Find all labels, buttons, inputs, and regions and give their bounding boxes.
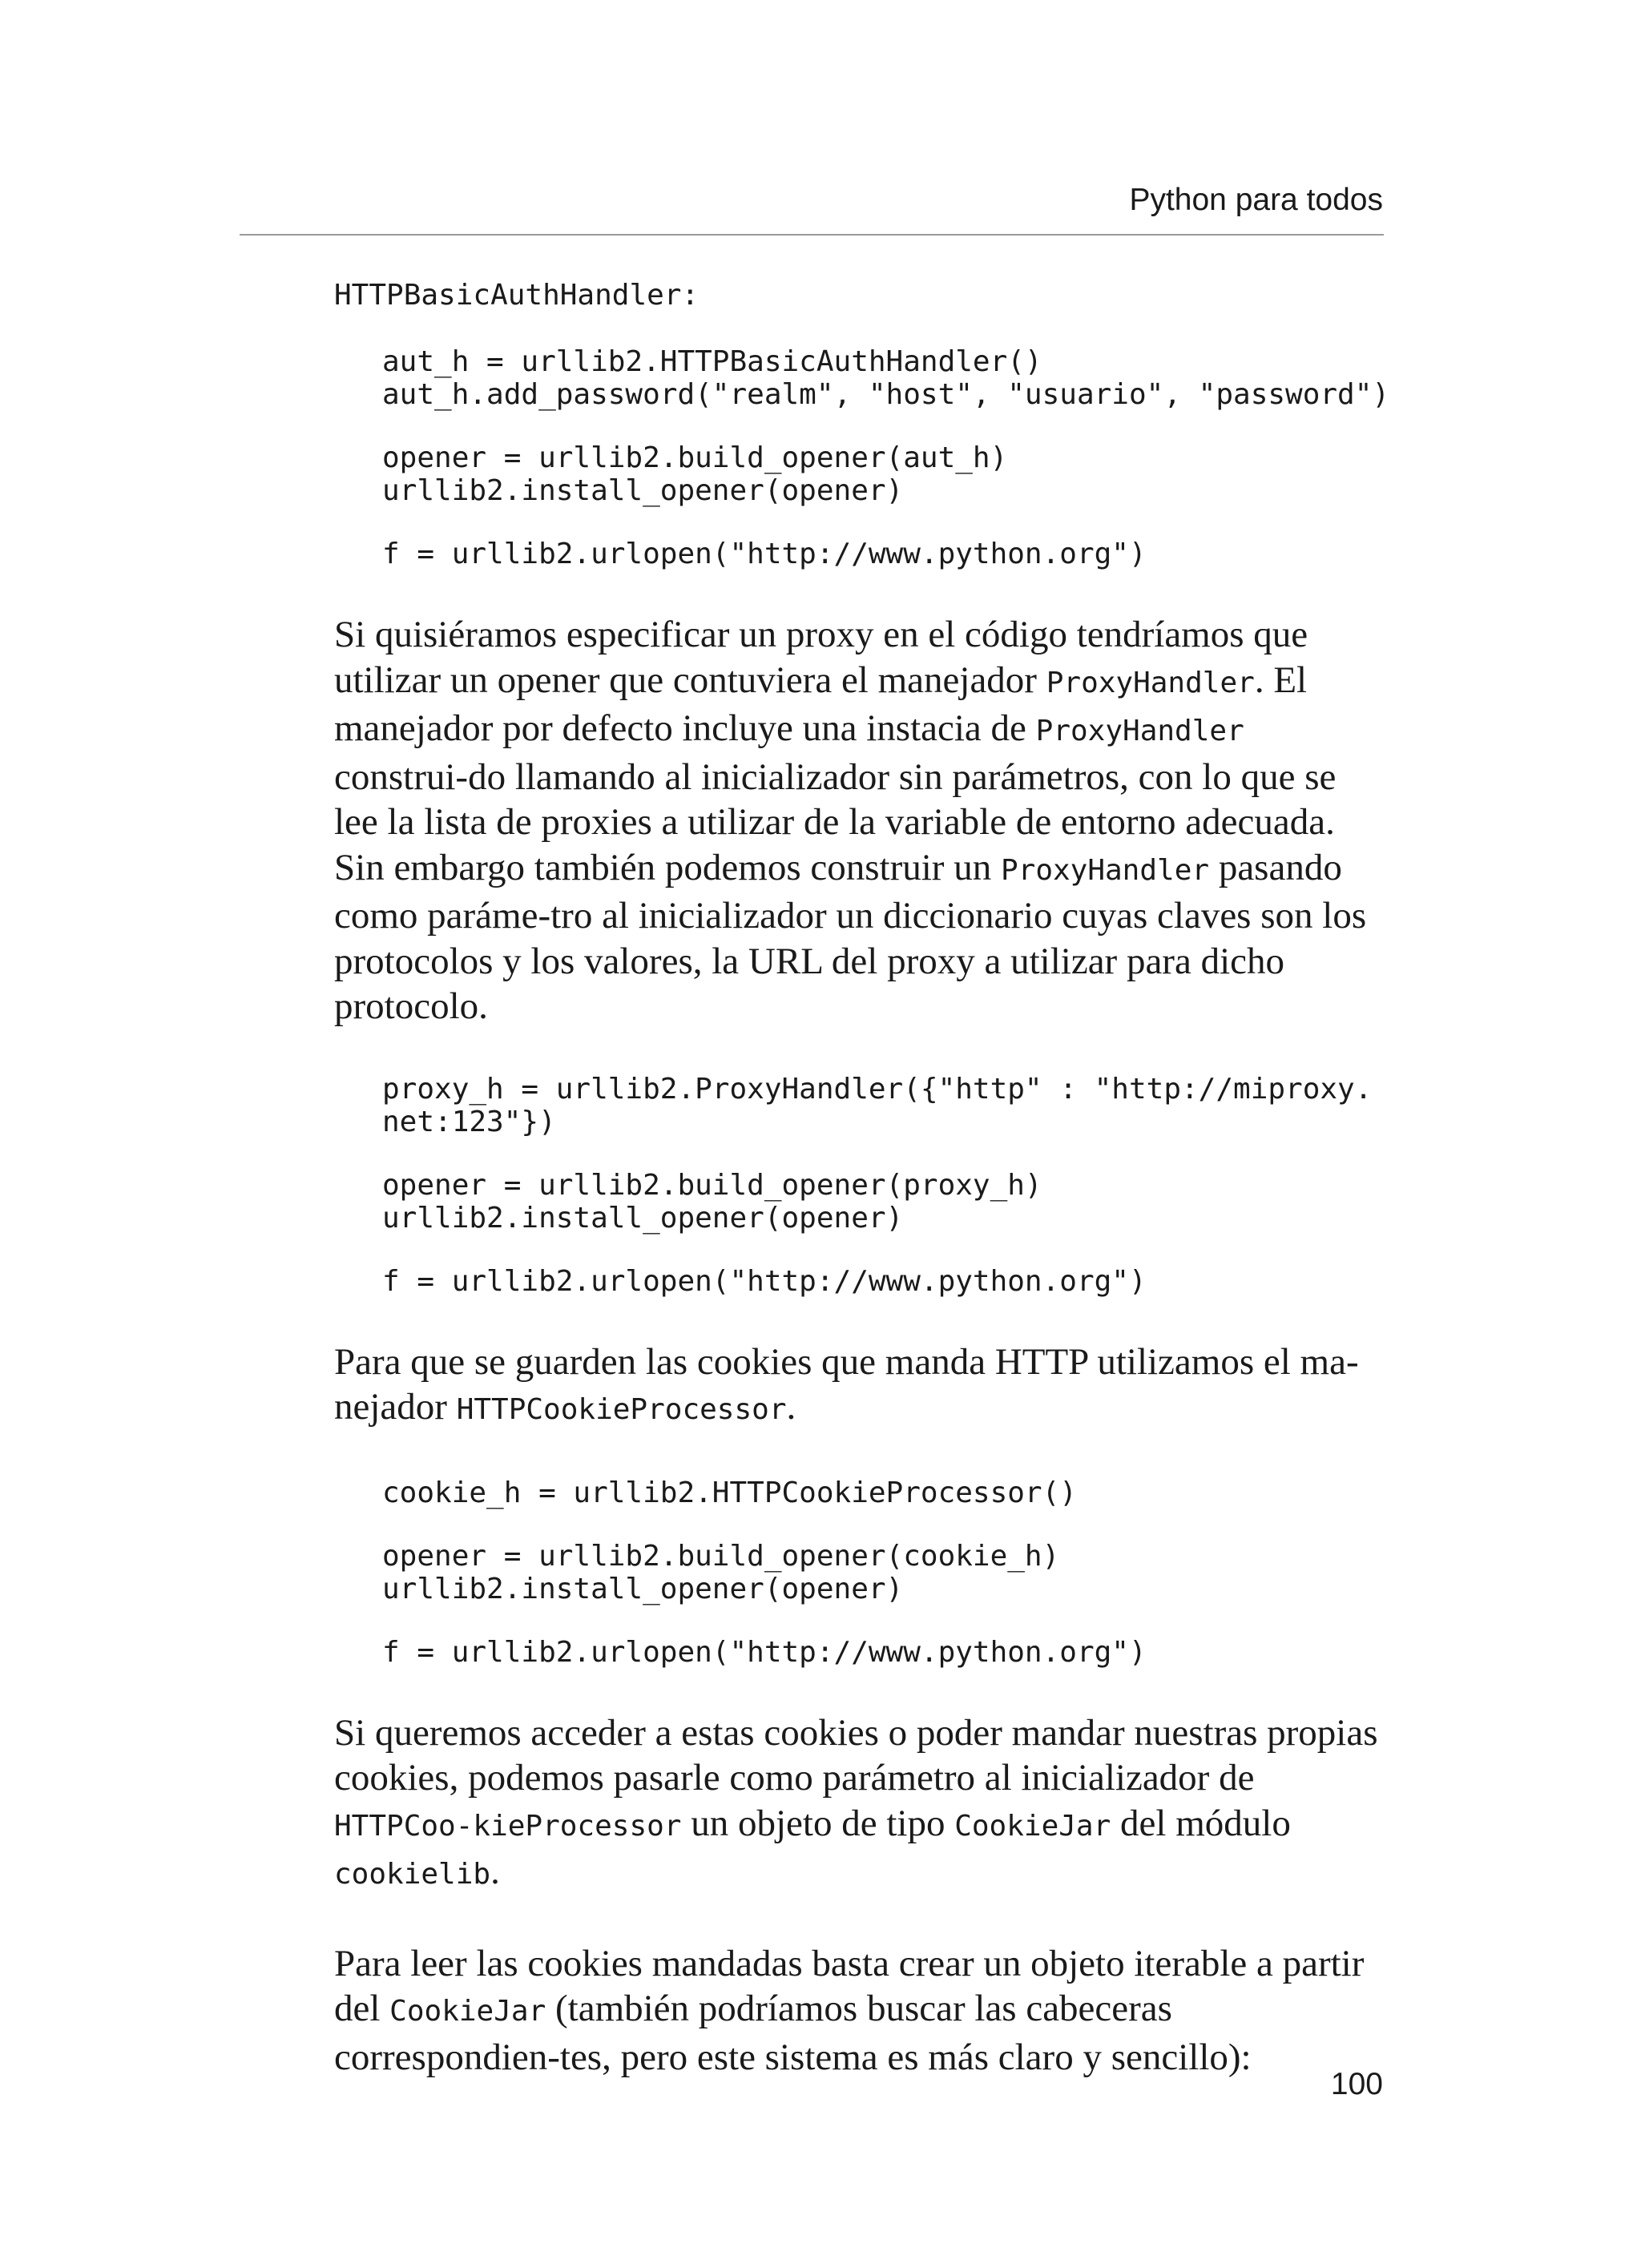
code-block-basic-auth xyxy=(382,345,1390,570)
paragraph-read-cookies xyxy=(334,1941,1384,2081)
code-group xyxy=(382,441,1384,507)
code-group xyxy=(382,1073,1384,1138)
para-text: . El manejador por defecto incluye una instacia de xyxy=(334,659,1308,749)
code-line: net:123"}) xyxy=(382,1105,556,1138)
para-text: (también podríamos buscar las cabeceras correspondien-tes, pero este sistema es más claro y sencillo): xyxy=(334,1988,1252,2078)
code-label: HTTPBasicAuthHandler: xyxy=(334,279,700,312)
code-block-cookies xyxy=(382,1476,1384,1669)
code-line: cookie_h = urllib2.HTTPCookieProcessor() xyxy=(382,1476,1077,1509)
inline-code: HTTPCookieProcessor xyxy=(456,1393,787,1426)
para-text: construi-do llamando al inicializador sin parámetros, con lo que se lee la lista de proxies a utilizar de la variable de entorno adecuada. Sin embargo también podemos construir un xyxy=(334,755,1337,888)
code-line: proxy_h = urllib2.ProxyHandler({"http" : "http://miproxy. xyxy=(382,1072,1373,1106)
para-text: un objeto de tipo xyxy=(681,1802,955,1844)
page-number: 100 xyxy=(1330,2067,1383,2101)
code-block-proxy xyxy=(382,1073,1384,1298)
para-text: Si quisiéramos especificar un proxy en el código tendríamos que utilizar un opener que contuviera el manejador xyxy=(334,614,1308,701)
code-group xyxy=(382,1476,1384,1509)
inline-code: HTTPCoo-kieProcessor xyxy=(334,1809,682,1843)
inline-code: ProxyHandler xyxy=(1000,853,1210,887)
paragraph-cookiejar xyxy=(334,1710,1384,1898)
para-text: Si queremos acceder a estas cookies o poder mandar nuestras propias cookies, podemos pasarle como parámetro al inicializador de xyxy=(334,1711,1378,1799)
code-line: f = urllib2.urlopen("http://www.python.org") xyxy=(382,1264,1147,1298)
para-text: . xyxy=(786,1386,796,1428)
code-line: urllib2.install_opener(opener) xyxy=(382,1572,904,1605)
code-line: opener = urllib2.build_opener(proxy_h) xyxy=(382,1168,1042,1202)
paragraph-proxy xyxy=(334,612,1384,1029)
code-line: aut_h = urllib2.HTTPBasicAuthHandler() xyxy=(382,345,1042,378)
inline-code: CookieJar xyxy=(954,1809,1111,1843)
code-line: f = urllib2.urlopen("http://www.python.org") xyxy=(382,1635,1147,1669)
inline-code: ProxyHandler xyxy=(1046,666,1255,699)
para-text: pasando como paráme-tro al inicializador un diccionario cuyas claves son los protocolos y los valores, la URL del proxy a utilizar para dicho protocolo. xyxy=(334,846,1367,1027)
para-text: Para leer las cookies mandadas basta crear un objeto iterable a partir del xyxy=(334,1942,1365,2029)
header-divider xyxy=(240,234,1384,236)
paragraph-cookies xyxy=(334,1339,1384,1433)
code-group xyxy=(382,345,1390,411)
code-group xyxy=(382,1265,1384,1298)
para-text: Para que se guarden las cookies que manda HTTP utilizamos el ma-nejador xyxy=(334,1340,1359,1428)
running-header: Python para todos xyxy=(1129,183,1383,217)
inline-code: ProxyHandler xyxy=(1035,715,1244,747)
page-body xyxy=(334,276,1390,2123)
inline-code: cookielib xyxy=(334,1858,491,1891)
code-group xyxy=(382,1636,1384,1669)
para-text: . xyxy=(490,1851,500,1892)
code-group xyxy=(382,1169,1384,1235)
code-line: aut_h.add_password("realm", "host", "usuario", "password") xyxy=(382,378,1390,411)
code-line: urllib2.install_opener(opener) xyxy=(382,474,904,507)
code-line: opener = urllib2.build_opener(aut_h) xyxy=(382,441,1008,474)
para-text: del módulo xyxy=(1111,1802,1291,1844)
code-line: urllib2.install_opener(opener) xyxy=(382,1201,904,1235)
code-line: f = urllib2.urlopen("http://www.python.org") xyxy=(382,538,1147,570)
inline-code: CookieJar xyxy=(389,1995,546,2028)
code-group xyxy=(382,538,1384,570)
code-line: opener = urllib2.build_opener(cookie_h) xyxy=(382,1539,1060,1573)
code-group xyxy=(382,1540,1384,1605)
